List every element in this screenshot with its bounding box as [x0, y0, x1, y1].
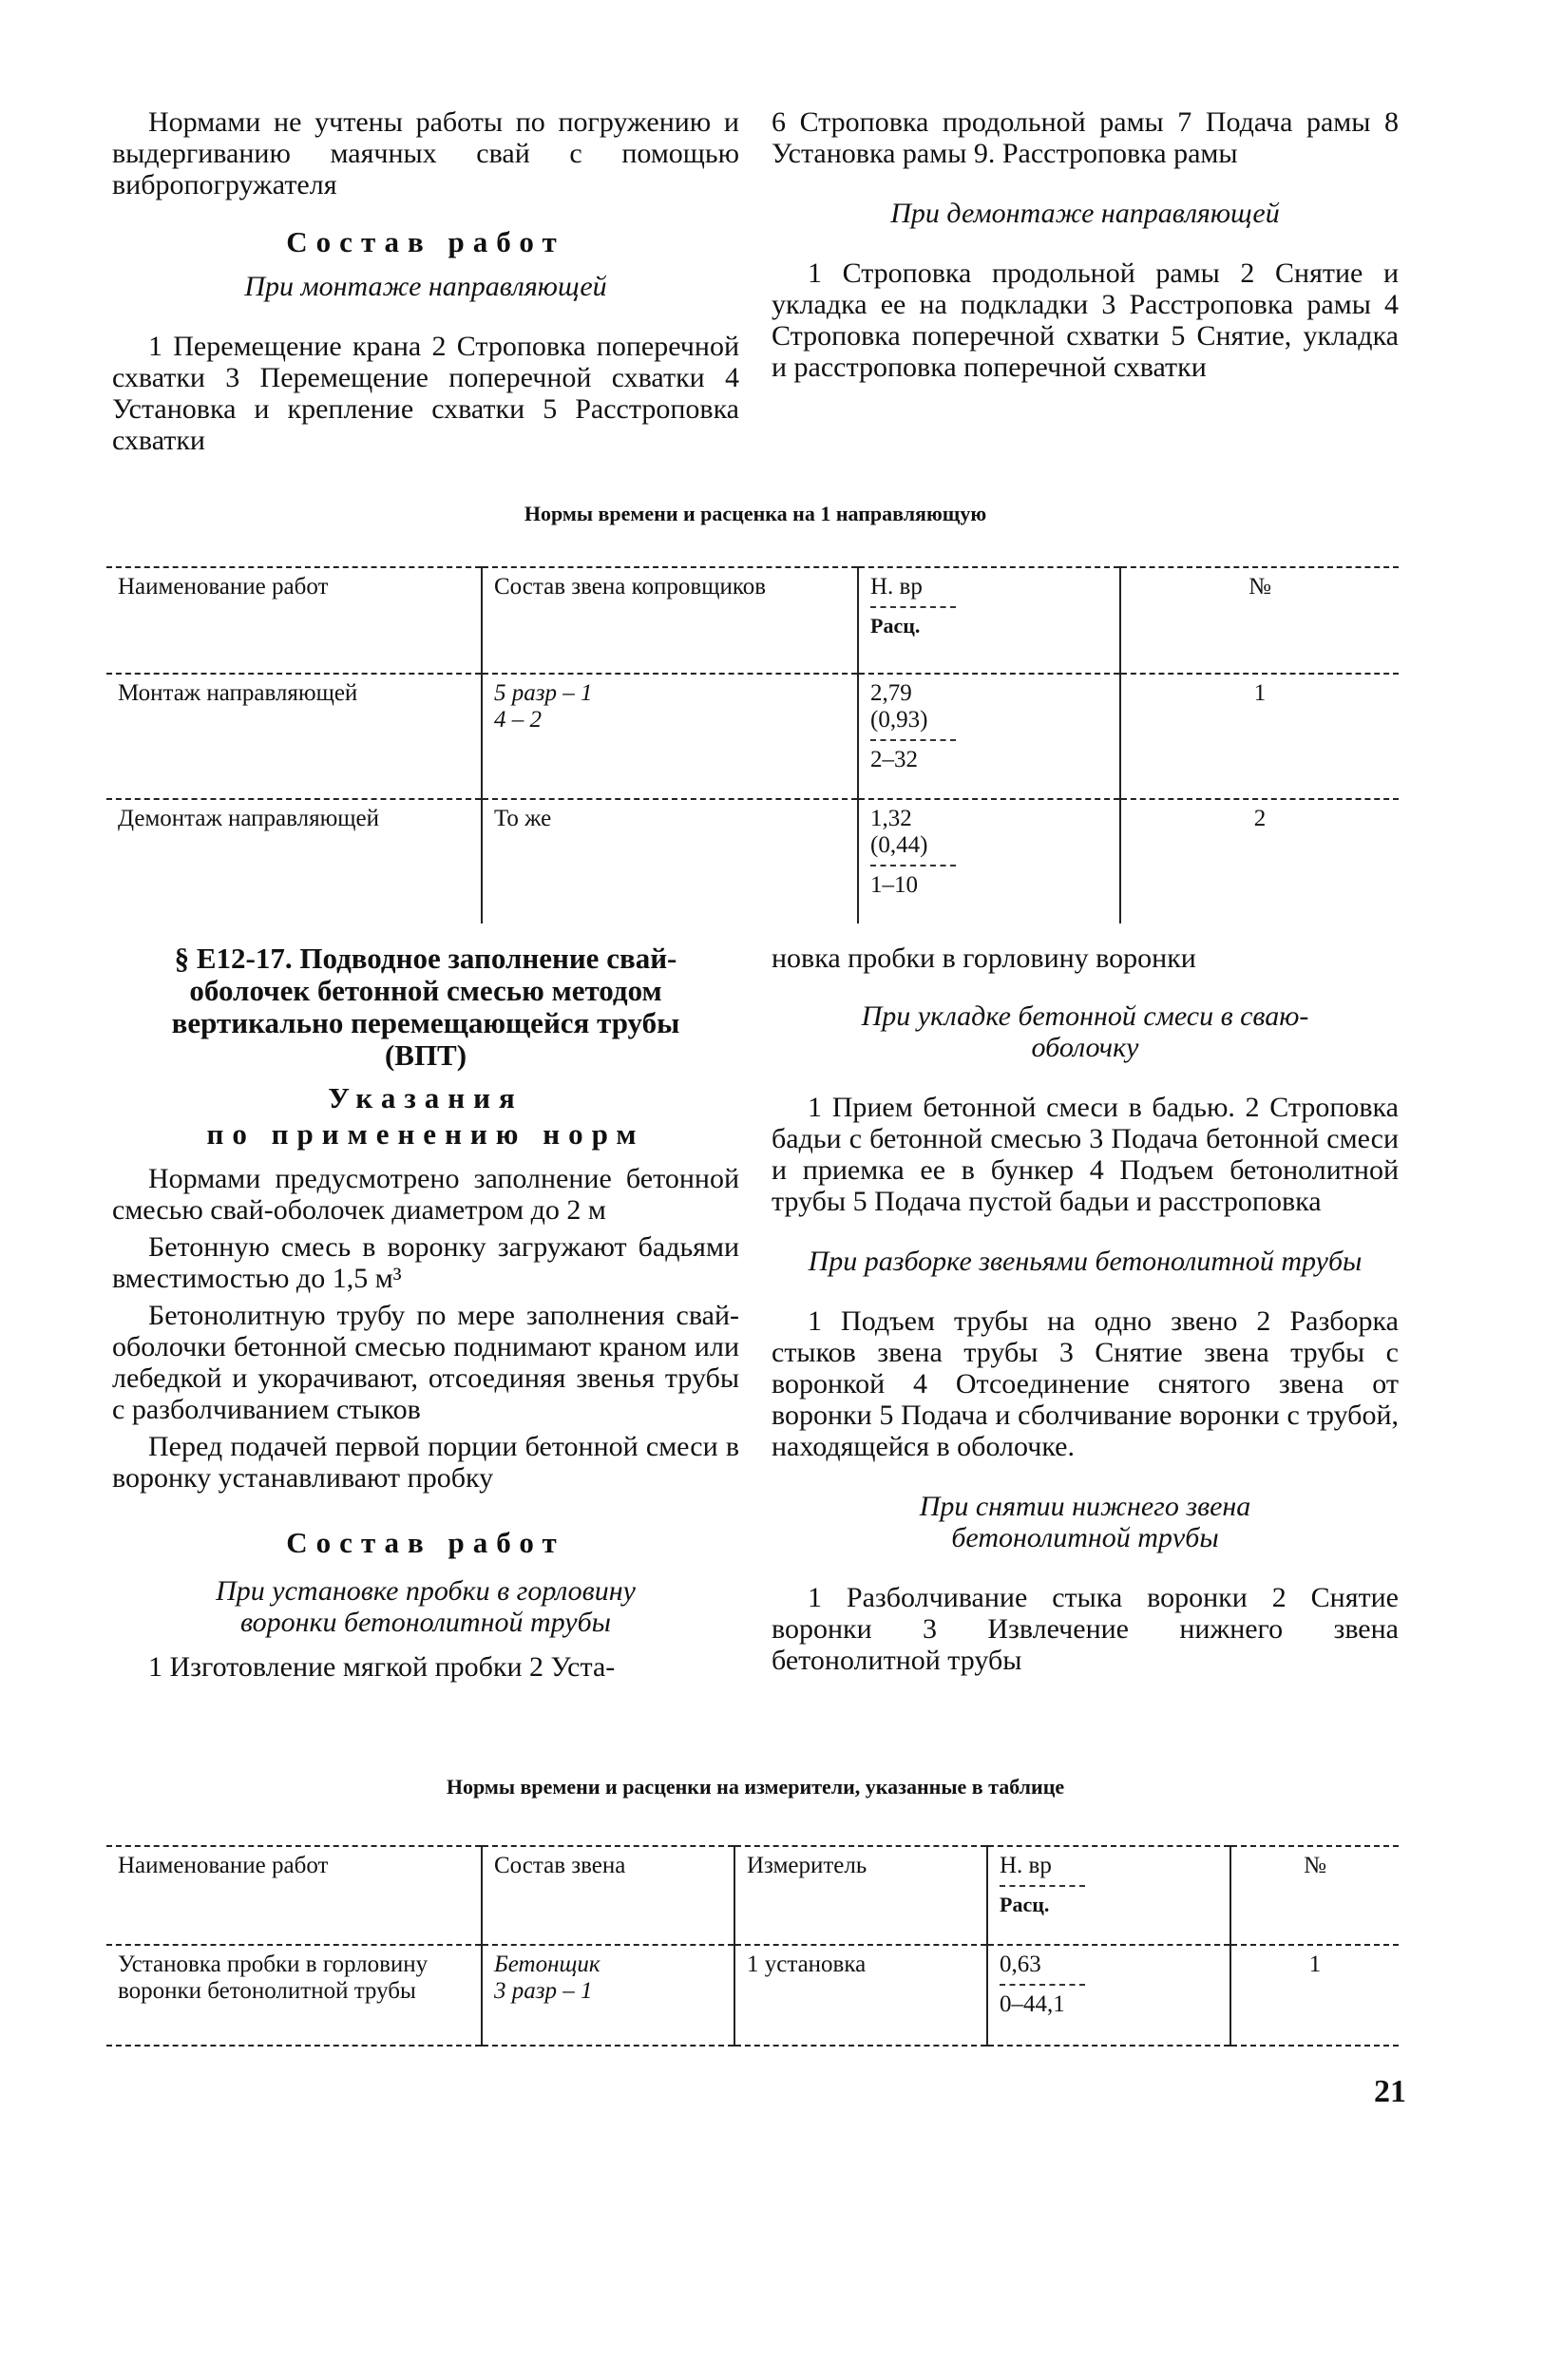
plug-subheading: При установке пробки в горловину воронки бетонолитной трубы	[216, 1575, 636, 1638]
row-crew	[482, 674, 858, 799]
divider	[870, 739, 956, 741]
removal-subheading: При снятии нижнего звена бетонолитной трvбы	[919, 1491, 1251, 1553]
row-name: Монтаж направляющей	[106, 674, 482, 799]
intro-text: Нормами не учтены работы по погружению и выдергиванию маячных свай с помощью вибропогружателя	[112, 106, 739, 200]
nvr-value: 2,79	[870, 680, 912, 706]
table1-header-name: Наименование работ	[106, 567, 482, 674]
guideline-para: Бетонную смесь в воронку загружают бадьями вместимостью до 1,5 м³	[112, 1231, 739, 1294]
divider	[1000, 1885, 1085, 1887]
table2-header-rate: Расц.	[1000, 1893, 1050, 1916]
divider	[870, 606, 956, 608]
row-num: 2	[1253, 806, 1267, 831]
right-top-text: 6 Строповка продольной рамы 7 Подача рамы 8 Установка рамы 9. Расстроповка рамы	[772, 106, 1399, 169]
row-name: Установка пробки в горловину воронки бетонолитной трубы	[106, 1945, 482, 2046]
table-row	[106, 1945, 1399, 2046]
nvr-value: 0,63	[1000, 1952, 1041, 1977]
rate-value: 1–10	[870, 872, 918, 898]
row-num: 1	[1253, 680, 1267, 706]
guideline-para: Бетонолитную трубу по мере заполнения свай-оболочки бетонной смесью поднимают краном или лебедкой и укорачивают, отсоединяя звенья трубы с разболчиванием стыков	[112, 1300, 739, 1425]
table-row	[106, 674, 1399, 799]
table2-caption: Нормы времени и расценки на измерители, указанные в таблице	[446, 1775, 1065, 1799]
right-top-column	[772, 106, 1399, 383]
laying-text: 1 Прием бетонной смеси в бадью. 2 Строповка бадьи с бетонной смесью 3 Подача бетонной смеси и приемка ее в бункер 4 Подъем бетонолитной трубы 5 Подача пустой бадьи и расстроповка	[772, 1092, 1399, 1217]
table2-header-num: №	[1304, 1853, 1326, 1878]
divider	[1000, 1984, 1085, 1986]
plug-text: 1 Изготовление мягкой пробки 2 Уста-	[148, 1651, 616, 1683]
rate-value: 0–44,1	[1000, 1991, 1065, 2017]
row-crew	[482, 799, 858, 923]
crew-line: 5 разр – 1	[494, 680, 593, 706]
table2-header-nvr-cell	[987, 1846, 1230, 1945]
table1-header-nvr-cell	[858, 567, 1120, 674]
continued-text: новка пробки в горловину воронки	[772, 942, 1196, 974]
mount-text: 1 Перемещение крана 2 Строповка поперечной схватки 3 Перемещение поперечной схватки 4 Установка и крепление схватки 5 Расстроповка схватки	[112, 331, 739, 456]
left-mid-column	[112, 942, 739, 1683]
table2-header-crew: Состав звена	[482, 1846, 734, 1945]
table2-header-unit: Измеритель	[734, 1846, 987, 1945]
table1-header-nvr: Н. вр	[870, 574, 923, 600]
dismantle-subheading: При разборке звеньями бетонолитной трубы	[808, 1246, 1363, 1277]
demount-subheading: При демонтаже направляющей	[890, 198, 1280, 229]
dismantle-text: 1 Подъем трубы на одно звено 2 Разборка стыков звена трубы 3 Снятие звена трубы с воронкой 4 Отсоединение снятого звена от воронки 5 Подача и сболчивание воронки с трубой, находящейся в оболочке.	[772, 1305, 1399, 1462]
page-number: 21	[1374, 2074, 1406, 2109]
left-top-column	[112, 106, 739, 456]
crew-line: 3 разр – 1	[494, 1978, 593, 2004]
divider	[870, 865, 956, 866]
table1-header-rate: Расц.	[870, 614, 921, 638]
crew-line: То же	[494, 806, 552, 831]
table2	[106, 1845, 1399, 2047]
table1-caption: Нормы времени и расценка на 1 направляющую	[524, 502, 987, 525]
rate-value: 2–32	[870, 747, 918, 772]
row-name: Демонтаж направляющей	[106, 799, 482, 923]
composition-heading: Состав работ	[286, 1526, 565, 1559]
row-nvr-cell	[987, 1945, 1230, 2046]
guidelines-subheading: по применению норм	[206, 1117, 645, 1151]
table2-header-row	[106, 1846, 1399, 1945]
nvr-value-secondary: (0,93)	[870, 707, 928, 733]
composition-heading: Состав работ	[286, 225, 565, 258]
table1-header-row	[106, 567, 1399, 674]
section-title: § Е12-17. Подводное заполнение свай-оболочек бетонной смесью методом вертикально перемещающейся трубы (ВПТ)	[171, 942, 680, 1072]
row-unit: 1 установка	[734, 1945, 987, 2046]
table1	[106, 566, 1399, 923]
removal-text: 1 Разболчивание стыка воронки 2 Снятие воронки 3 Извлечение нижнего звена бетонолитной трубы	[772, 1582, 1399, 1676]
row-nvr-cell	[858, 674, 1120, 799]
demount-text: 1 Строповка продольной рамы 2 Снятие и укладка ее на подкладки 3 Расстроповка рамы 4 Строповка поперечной схватки 5 Снятие, укладка и расстроповка поперечной схватки	[772, 257, 1399, 383]
table2-header-name: Наименование работ	[106, 1846, 482, 1945]
table-row	[106, 799, 1399, 923]
guideline-para: Перед подачей первой порции бетонной смеси в воронку устанавливают пробку	[112, 1431, 739, 1494]
row-nvr-cell	[858, 799, 1120, 923]
right-mid-column	[772, 942, 1399, 1676]
guideline-para: Нормами предусмотрено заполнение бетонной смесью свай-оболочек диаметром до 2 м	[112, 1163, 739, 1226]
table1-header-crew: Состав звена копровщиков	[482, 567, 858, 674]
table1-header-num: №	[1248, 574, 1271, 600]
nvr-value-secondary: (0,44)	[870, 832, 928, 858]
mount-subheading: При монтаже направляющей	[244, 271, 607, 302]
laying-subheading: При укладке бетонной смеси в сваю-оболочку	[861, 1000, 1309, 1063]
row-num: 1	[1308, 1952, 1322, 1977]
guidelines-heading: Указания	[328, 1081, 524, 1114]
table2-header-nvr: Н. вр	[1000, 1853, 1052, 1878]
row-crew	[482, 1945, 734, 2046]
nvr-value: 1,32	[870, 806, 912, 831]
crew-line: 4 – 2	[494, 707, 542, 733]
crew-line: Бетонщик	[494, 1952, 600, 1977]
